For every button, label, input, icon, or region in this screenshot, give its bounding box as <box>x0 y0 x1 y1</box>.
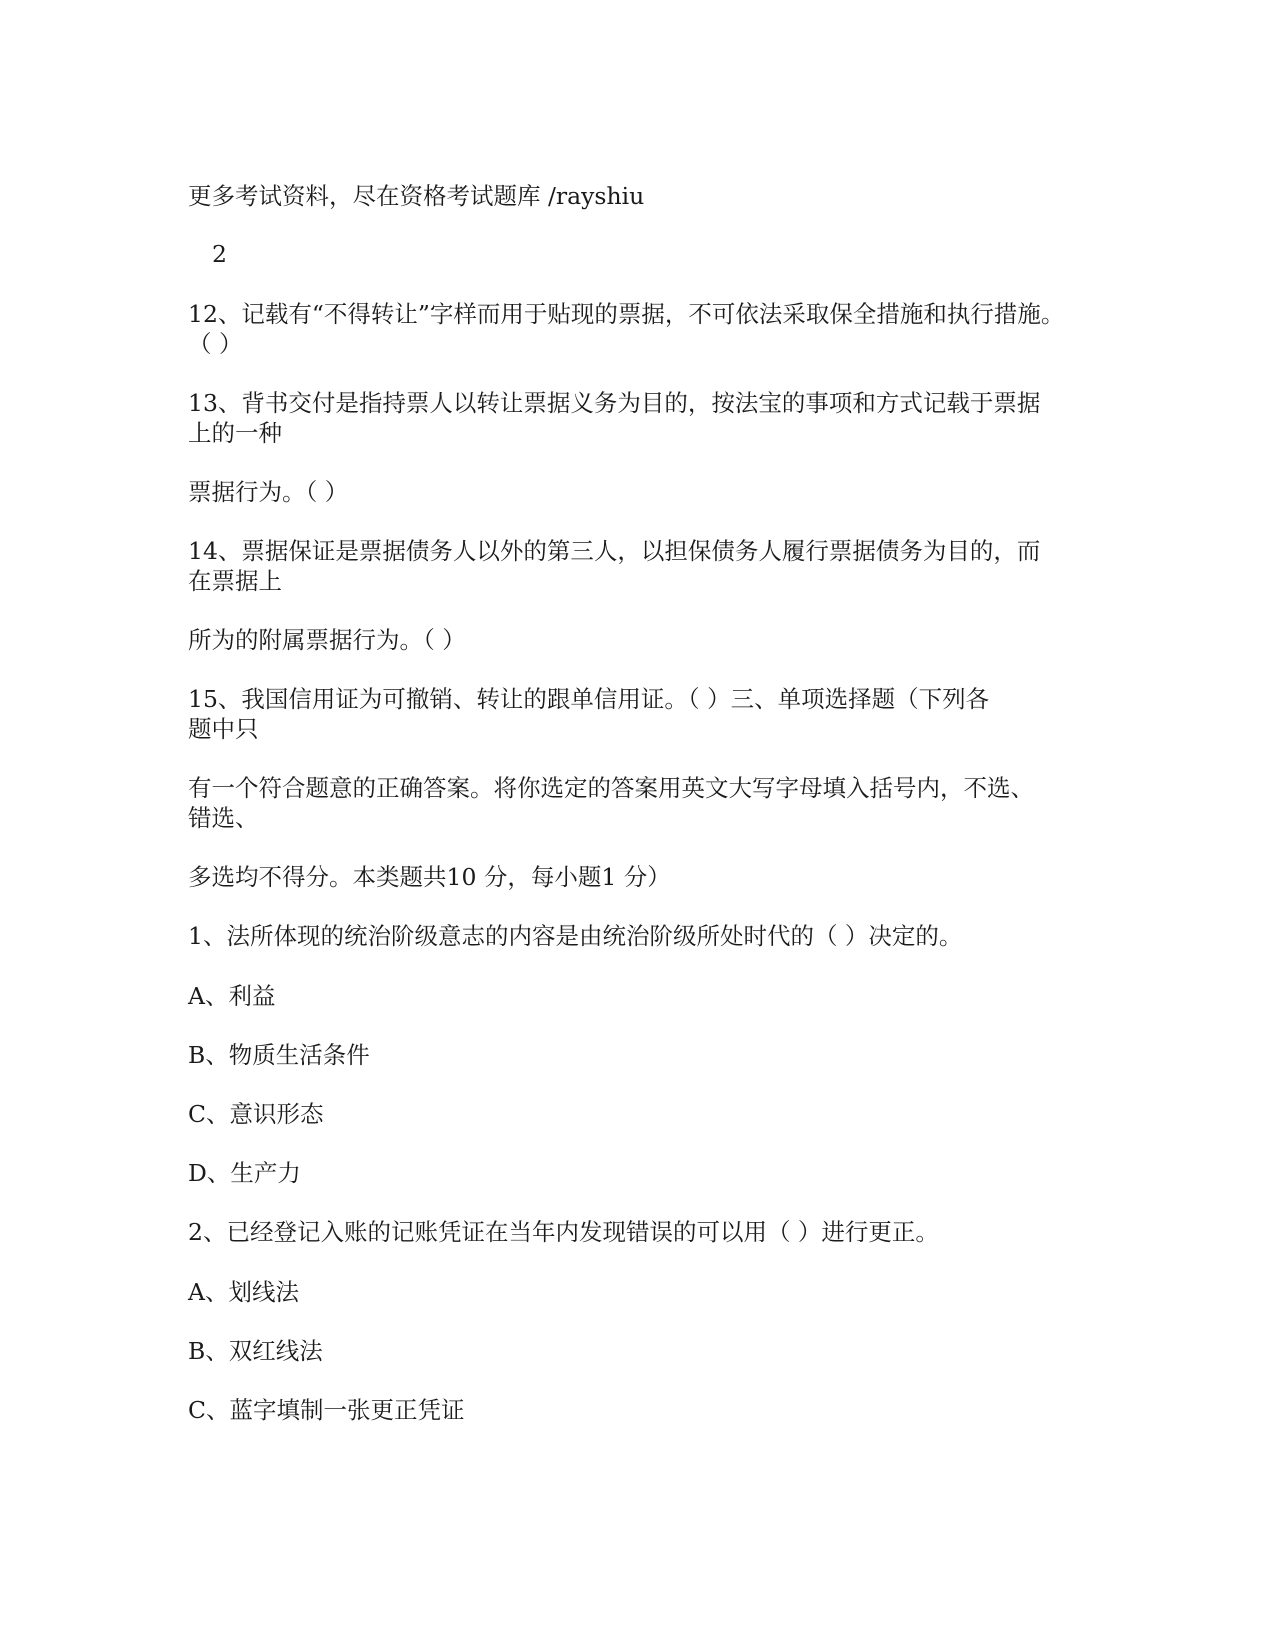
question-13-line-3: 票据行为。（ ） <box>188 478 349 506</box>
mc-question-1-option-c: C、意识形态 <box>188 1100 324 1128</box>
question-14-line-3: 所为的附属票据行为。（ ） <box>188 626 466 654</box>
mc-question-2-option-b: B、双红线法 <box>188 1337 323 1365</box>
question-12-line-1: 12、记载有“不得转让”字样而用于贴现的票据，不可依法采取保全措施和执行措施。 <box>188 300 1065 328</box>
page-number: 2 <box>212 240 227 268</box>
mc-question-1-option-b: B、物质生活条件 <box>188 1041 370 1069</box>
question-15-line-2: 题中只 <box>188 715 259 743</box>
section-instructions-line-3: 多选均不得分。本类题共10 分，每小题1 分） <box>188 863 671 891</box>
mc-question-1-option-d: D、生产力 <box>188 1159 301 1187</box>
header-text: 更多考试资料，尽在资格考试题库 /rayshiu <box>188 182 645 210</box>
question-13-line-2: 上的一种 <box>188 419 282 447</box>
mc-question-1-option-a: A、利益 <box>188 982 276 1010</box>
question-15-line-1: 15、我国信用证为可撤销、转让的跟单信用证。（ ）三、单项选择题（下列各 <box>188 685 990 713</box>
question-14-line-2: 在票据上 <box>188 567 282 595</box>
question-12-line-2: （ ） <box>188 330 243 358</box>
question-14-line-1: 14、票据保证是票据债务人以外的第三人，以担保债务人履行票据债务为目的，而 <box>188 537 1041 565</box>
question-13-line-1: 13、背书交付是指持票人以转让票据义务为目的，按法宝的事项和方式记载于票据 <box>188 389 1041 417</box>
section-instructions-line-1: 有一个符合题意的正确答案。将你选定的答案用英文大写字母填入括号内，不选、 <box>188 774 1034 802</box>
mc-question-2-option-a: A、划线法 <box>188 1278 299 1306</box>
section-instructions-line-2: 错选、 <box>188 804 259 832</box>
mc-question-1: 1、法所体现的统治阶级意志的内容是由统治阶级所处时代的（ ）决定的。 <box>188 922 963 950</box>
mc-question-2-option-c: C、蓝字填制一张更正凭证 <box>188 1396 465 1424</box>
mc-question-2: 2、已经登记入账的记账凭证在当年内发现错误的可以用（ ）进行更正。 <box>188 1218 939 1246</box>
